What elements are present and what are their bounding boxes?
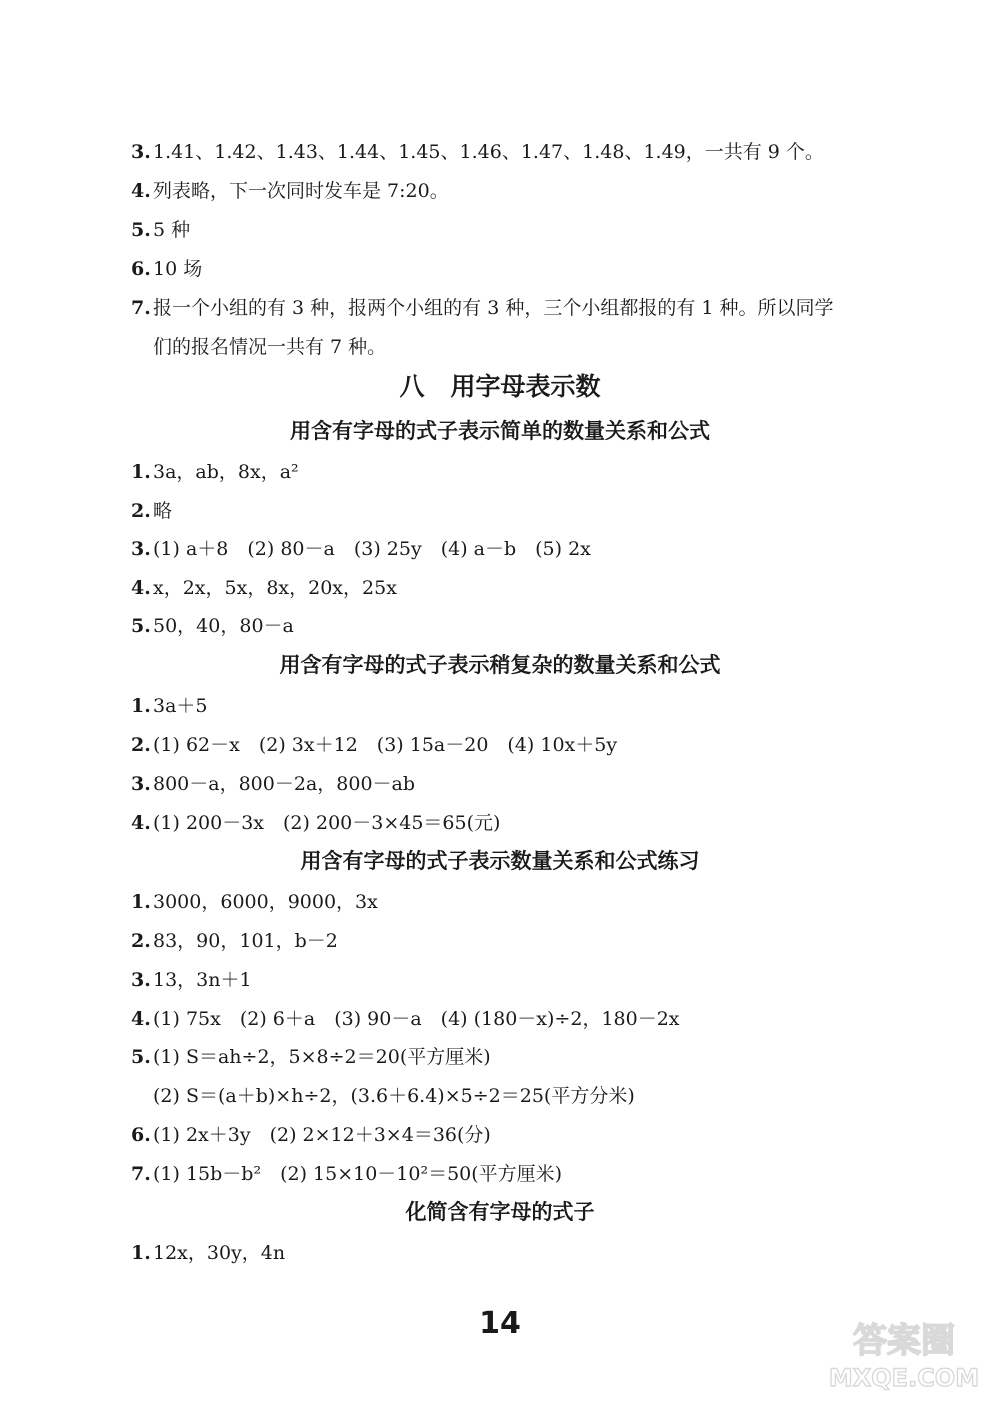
answer-line xyxy=(131,694,208,718)
answer-line xyxy=(131,140,824,164)
item-number: 3. xyxy=(131,773,151,795)
answer-text: 略 xyxy=(153,500,173,522)
answer-line xyxy=(131,335,386,359)
item-number: 7. xyxy=(131,297,151,319)
section-title: 用含有字母的式子表示简单的数量关系和公式 xyxy=(290,418,710,443)
answer-text: x，2x，5x，8x，20x，25x xyxy=(153,577,397,599)
answer-line xyxy=(131,968,252,992)
answer-text: 列表略，下一次同时发车是 7:20。 xyxy=(153,180,449,202)
item-number: 1. xyxy=(131,891,151,913)
answer-line xyxy=(131,460,299,484)
answer-text: (1) 2x＋3y (2) 2×12＋3×4＝36(分) xyxy=(153,1124,491,1146)
chapter-title: 用字母表示数 xyxy=(450,372,601,401)
answer-line xyxy=(131,218,190,242)
answer-line xyxy=(131,890,378,914)
answer-line xyxy=(131,1084,635,1108)
item-number: 5. xyxy=(131,1046,151,1068)
item-number: 2. xyxy=(131,930,151,952)
answer-text: 83，90，101，b－2 xyxy=(153,930,338,952)
answer-text: 1.41、1.42、1.43、1.44、1.45、1.46、1.47、1.48、1.49，一共有 9 个。 xyxy=(153,141,824,163)
answer-line xyxy=(131,929,338,953)
answer-line xyxy=(131,811,500,835)
section-title: 用含有字母的式子表示数量关系和公式练习 xyxy=(300,848,700,873)
section-title: 化简含有字母的式子 xyxy=(405,1199,595,1224)
answer-line xyxy=(131,1007,680,1031)
answer-text: (2) S＝(a＋b)×h÷2，(3.6＋6.4)×5÷2＝25(平方分米) xyxy=(153,1085,635,1107)
answer-text: 3000，6000，9000，3x xyxy=(153,891,378,913)
item-number: 6. xyxy=(131,1124,151,1146)
svg-text:MXQE.COM: MXQE.COM xyxy=(828,1364,980,1392)
answer-line xyxy=(131,733,617,757)
page-number: 14 xyxy=(479,1306,521,1341)
item-number: 6. xyxy=(131,258,151,280)
answer-line xyxy=(131,576,397,600)
item-number: 3. xyxy=(131,141,151,163)
answer-line xyxy=(131,537,591,561)
answer-text: 12x，30y，4n xyxy=(153,1242,286,1264)
chapter-heading xyxy=(0,372,1000,402)
item-number: 1. xyxy=(131,461,151,483)
answer-text: (1) 200－3x (2) 200－3×45＝65(元) xyxy=(153,812,501,834)
answer-line xyxy=(131,614,294,638)
answer-text: (1) 15b－b² (2) 15×10－10²＝50(平方厘米) xyxy=(153,1163,563,1185)
svg-text:答案圈: 答案圈 xyxy=(853,1321,955,1361)
item-number: 3. xyxy=(131,969,151,991)
answer-text: 50，40，80－a xyxy=(153,615,294,637)
answer-line xyxy=(131,1162,562,1186)
answer-text: 们的报名情况一共有 7 种。 xyxy=(153,336,387,358)
item-number: 4. xyxy=(131,180,151,202)
answer-text: 3a，ab，8x，a² xyxy=(153,461,299,483)
answer-line xyxy=(131,257,202,281)
answer-line xyxy=(131,1123,491,1147)
item-number: 2. xyxy=(131,500,151,522)
answer-text: 5 种 xyxy=(153,219,191,241)
answer-line xyxy=(131,1241,285,1265)
answer-line xyxy=(131,179,449,203)
item-number: 3. xyxy=(131,538,151,560)
item-number: 5. xyxy=(131,615,151,637)
item-number: 1. xyxy=(131,695,151,717)
item-number: 7. xyxy=(131,1163,151,1185)
answer-text: (1) 75x (2) 6＋a (3) 90－a (4) (180－x)÷2，180－2x xyxy=(153,1008,680,1030)
answer-text: 10 场 xyxy=(153,258,203,280)
answer-text: 800－a，800－2a，800－ab xyxy=(153,773,416,795)
watermark-logo xyxy=(820,1312,988,1394)
item-number: 1. xyxy=(131,1242,151,1264)
answer-line xyxy=(131,499,172,523)
item-number: 4. xyxy=(131,577,151,599)
answer-line xyxy=(131,772,415,796)
item-number: 2. xyxy=(131,734,151,756)
answer-text: 3a＋5 xyxy=(153,695,208,717)
answer-text: 报一个小组的有 3 种，报两个小组的有 3 种，三个小组都报的有 1 种。所以同学 xyxy=(153,297,834,319)
answer-line xyxy=(131,296,834,320)
answer-text: (1) S＝ah÷2，5×8÷2＝20(平方厘米) xyxy=(153,1046,491,1068)
section-title: 用含有字母的式子表示稍复杂的数量关系和公式 xyxy=(279,652,721,677)
answer-text: (1) 62－x (2) 3x＋12 (3) 15a－20 (4) 10x＋5y xyxy=(153,734,618,756)
answer-line xyxy=(131,1045,491,1069)
item-number: 5. xyxy=(131,219,151,241)
chapter-number: 八 xyxy=(399,372,425,401)
answer-text: (1) a＋8 (2) 80－a (3) 25y (4) a－b (5) 2x xyxy=(153,538,591,560)
item-number: 4. xyxy=(131,812,151,834)
answer-text: 13，3n＋1 xyxy=(153,969,252,991)
item-number: 4. xyxy=(131,1008,151,1030)
